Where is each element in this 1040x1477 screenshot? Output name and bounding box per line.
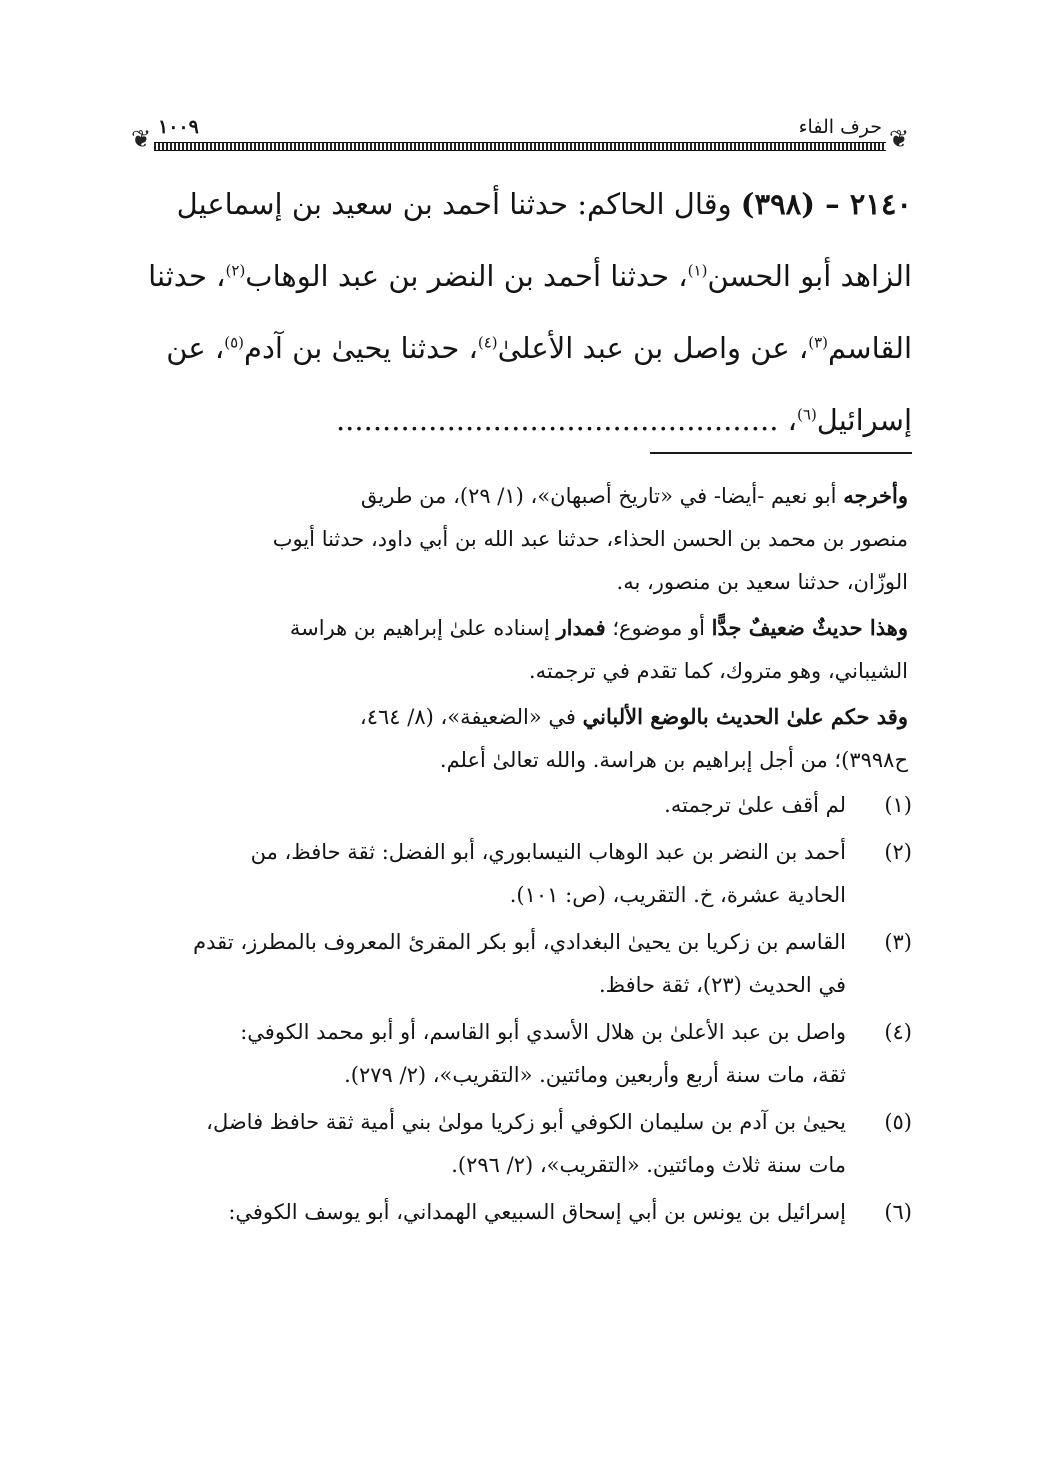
footnote-2-line-2: الحادية عشرة، خ. التقريب، (ص: ١٠١). — [509, 883, 846, 907]
footnote-5-number: (٥) — [884, 1110, 912, 1134]
header-ornament-right-icon: ❦ — [888, 125, 910, 153]
footnote-3-line-2: في الحديث (٢٣)، ثقة حافظ. — [598, 973, 846, 997]
footnote-ref-1[interactable]: (١) — [687, 261, 708, 280]
hadith-line-2 — [128, 240, 912, 312]
hadith-line-3-text-b: ، عن واصل بن عبد الأعلىٰ — [497, 331, 809, 365]
hadith-line-4-text-b: ، — [778, 403, 798, 437]
page-number: ١٠٠٩ — [158, 116, 199, 138]
hadith-text — [128, 168, 912, 456]
hadith-line-4-text-a: إسرائيل — [816, 403, 912, 437]
footnote-2-number: (٢) — [884, 840, 912, 864]
footnote-ref-2[interactable]: (٢) — [225, 261, 246, 280]
footnote-continuation-para-2 — [128, 606, 912, 693]
para2-line-1-mid: أو موضوع؛ — [605, 616, 712, 640]
footnote-1 — [128, 784, 912, 827]
footnotes-section — [128, 474, 912, 1238]
hadith-line-1-text: وقال الحاكم: حدثنا أحمد بن سعيد بن إسماعيل — [176, 187, 741, 221]
para3-lead: وقد حكم علىٰ الحديث بالوضع الألباني — [582, 704, 908, 729]
footnote-ref-4[interactable]: (٤) — [477, 333, 498, 352]
para1-line-1 — [128, 474, 908, 518]
footnote-separator — [650, 452, 912, 454]
hadith-line-4 — [128, 384, 912, 456]
para2-line-1 — [128, 606, 908, 650]
para1-line-1-text: أبو نعيم -أيضا- في «تاريخ أصبهان»، (١/ ٢٩)، من طريق — [360, 484, 844, 508]
hadith-line-3-text-d: ، عن — [166, 331, 225, 365]
para2-lead: وهذا حديثٌ ضعيفٌ جدًّا — [711, 615, 908, 640]
para1-lead: وأخرجه — [843, 483, 908, 508]
para3-line-1 — [128, 695, 908, 739]
hadith-number: ٢١٤٠ – (٣٩٨) — [740, 187, 912, 221]
footnote-6-number: (٦) — [884, 1200, 912, 1224]
para2-lead-2: فمدار — [556, 615, 606, 640]
header-decorative-band — [154, 142, 886, 151]
para1-line-3: الوزّان، حدثنا سعيد بن منصور، به. — [616, 570, 908, 594]
para2-line-2: الشيباني، وهو متروك، كما تقدم في ترجمته. — [528, 659, 908, 683]
hadith-line-2-text-a: الزاهد أبو الحسن — [707, 259, 912, 293]
hadith-line-2-text-b: ، حدثنا أحمد بن النضر بن عبد الوهاب — [245, 259, 688, 293]
footnote-4-line-2: ثقة، مات سنة أربع وأربعين ومائتين. «التقريب»، (٢/ ٢٧٩). — [344, 1063, 846, 1087]
footnote-4-number: (٤) — [884, 1020, 912, 1044]
para2-line-1-text: إسناده علىٰ إبراهيم بن هراسة — [289, 616, 557, 640]
continuation-dots: ................................................ — [335, 403, 779, 437]
footnote-ref-5[interactable]: (٥) — [224, 333, 245, 352]
footnote-6-line-1: إسرائيل بن يونس بن أبي إسحاق السبيعي الهمداني، أبو يوسف الكوفي: — [228, 1200, 846, 1224]
footnote-4 — [128, 1011, 912, 1097]
hadith-line-2-text-c: ، حدثنا — [148, 259, 226, 293]
footnote-6 — [128, 1191, 912, 1234]
footnote-1-line-1: لم أقف علىٰ ترجمته. — [664, 793, 846, 817]
footnote-3-line-1: القاسم بن زكريا بن يحيىٰ البغدادي، أبو بكر المقرئ المعروف بالمطرز، تقدم — [193, 930, 846, 954]
footnote-3-number: (٣) — [884, 930, 912, 954]
para3-line-1-text: في «الضعيفة»، (٨/ ٤٦٤، — [359, 705, 583, 729]
footnote-ref-6[interactable]: (٦) — [797, 405, 817, 424]
footnote-5-line-1: يحيىٰ بن آدم بن سليمان الكوفي أبو زكريا مولىٰ بني أمية ثقة حافظ فاضل، — [206, 1110, 846, 1134]
footnote-3 — [128, 921, 912, 1007]
footnote-continuation-para-1 — [128, 474, 912, 604]
para3-line-2: ح٣٩٩٨)؛ من أجل إبراهيم بن هراسة. والله تعالىٰ أعلم. — [439, 748, 908, 772]
hadith-line-3-text-c: ، حدثنا يحيىٰ بن آدم — [244, 331, 478, 365]
footnote-5 — [128, 1101, 912, 1187]
running-header — [128, 112, 912, 152]
footnote-5-line-2: مات سنة ثلاث ومائتين. «التقريب»، (٢/ ٢٩٦). — [451, 1153, 846, 1177]
footnote-2-line-1: أحمد بن النضر بن عبد الوهاب النيسابوري، أبو الفضل: ثقة حافظ، من — [250, 840, 846, 864]
chapter-title: حرف الفاء — [798, 116, 882, 138]
para1-line-2: منصور بن محمد بن الحسن الحذاء، حدثنا عبد الله بن أبي داود، حدثنا أيوب — [272, 527, 908, 551]
footnote-2 — [128, 831, 912, 917]
hadith-line-3 — [128, 312, 912, 384]
hadith-line-1 — [128, 168, 912, 240]
header-ornament-left-icon: ❦ — [130, 125, 152, 153]
footnote-ref-3[interactable]: (٣) — [808, 333, 828, 352]
footnote-4-line-1: واصل بن عبد الأعلىٰ بن هلال الأسدي أبو القاسم، أو أبو محمد الكوفي: — [240, 1020, 846, 1044]
hadith-line-3-text-a: القاسم — [828, 331, 912, 365]
footnote-continuation-para-3 — [128, 695, 912, 782]
footnote-1-number: (١) — [884, 793, 912, 817]
